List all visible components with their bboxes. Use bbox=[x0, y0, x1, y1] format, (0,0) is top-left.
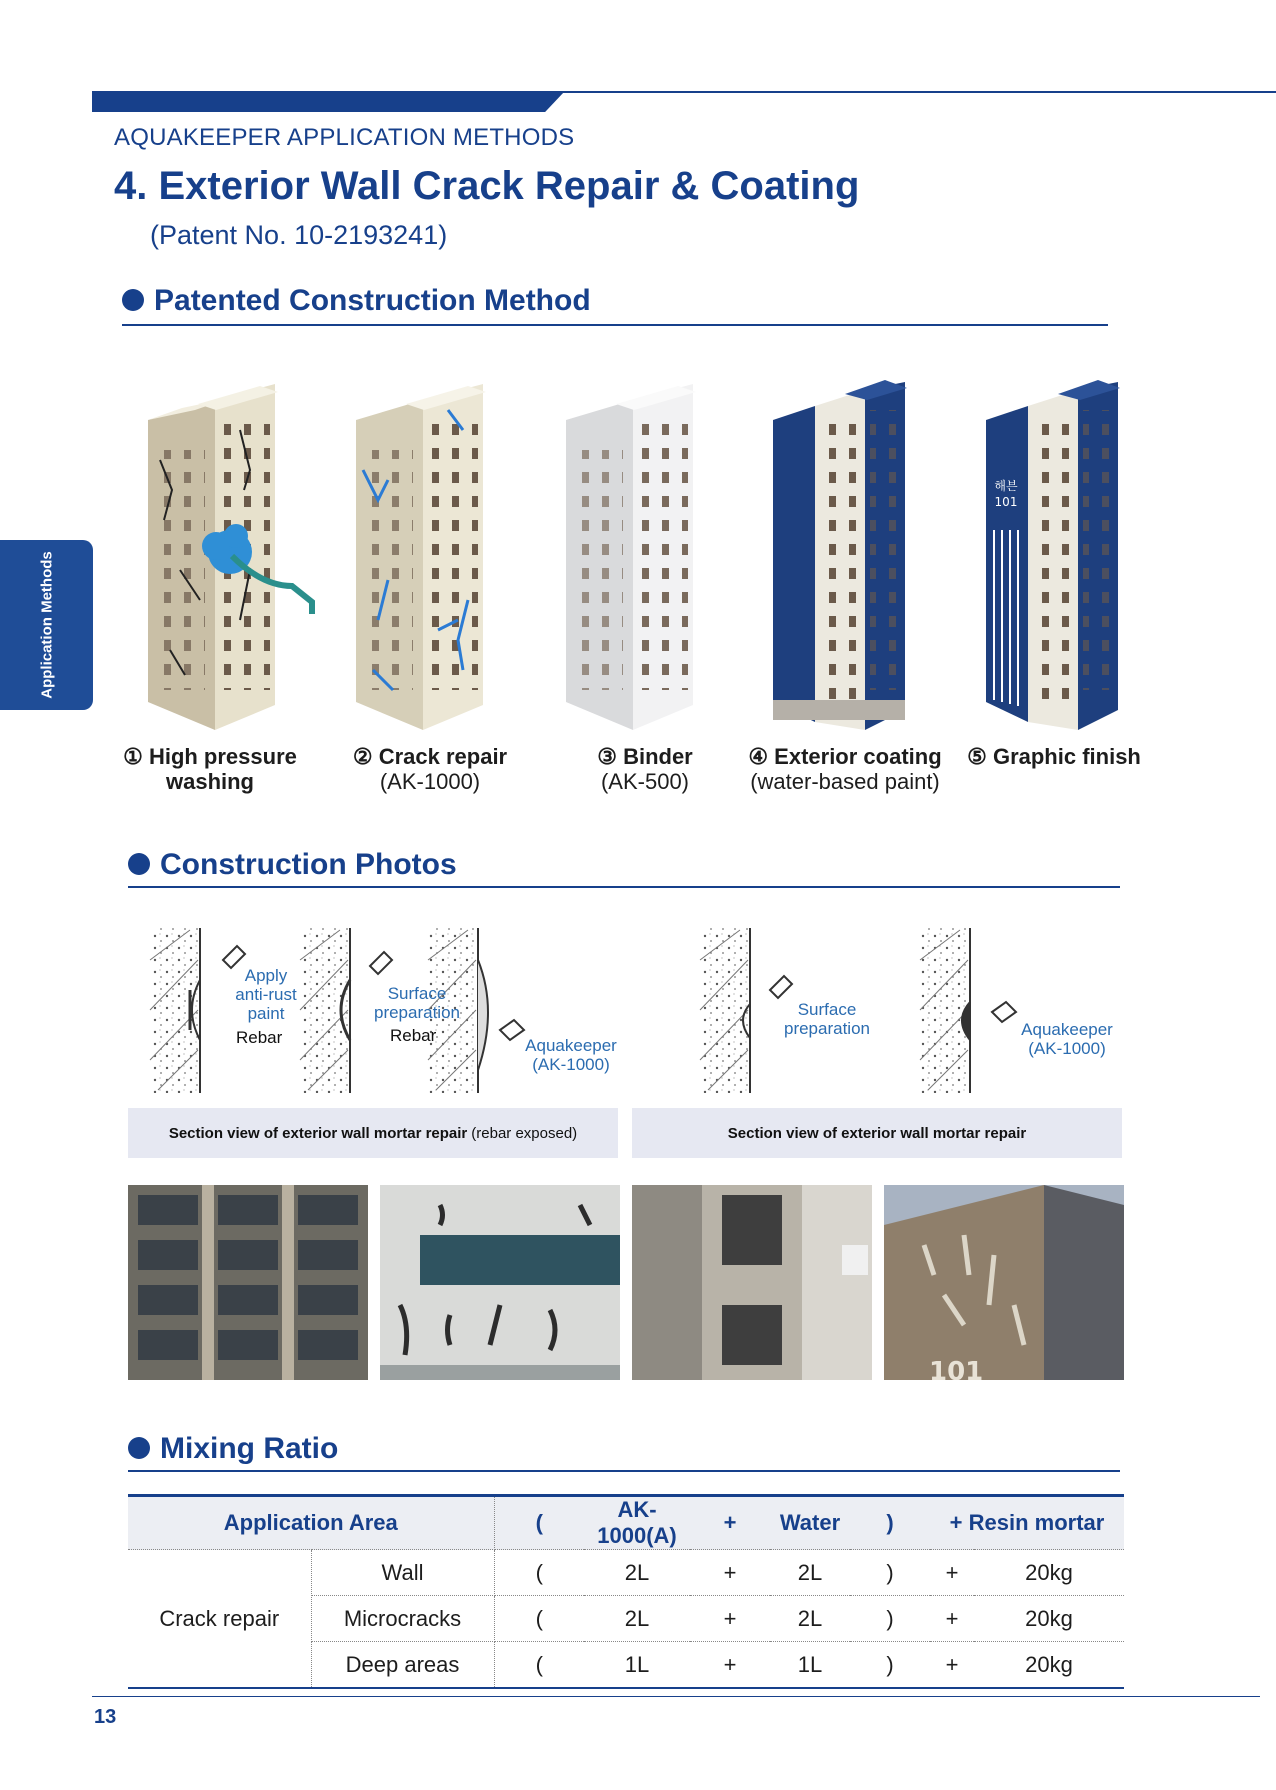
header-accent-bar bbox=[92, 92, 564, 112]
section-diagram-mortar bbox=[690, 920, 1120, 1100]
building-4-icon bbox=[773, 380, 907, 730]
building-illustrations bbox=[120, 370, 1160, 740]
label-aquakeeper-right: Aquakeeper (AK-1000) bbox=[1021, 1020, 1113, 1058]
photo-3 bbox=[632, 1185, 872, 1380]
cell-plus: + bbox=[690, 1550, 770, 1596]
cell-ak: 2L bbox=[584, 1550, 690, 1596]
group-label: Crack repair bbox=[128, 1550, 311, 1689]
table-header-row bbox=[128, 1496, 1124, 1550]
cell-close: ) bbox=[850, 1642, 930, 1689]
cell-open: ( bbox=[494, 1596, 584, 1642]
cell-plus2: + bbox=[930, 1642, 974, 1689]
row-sub: Wall bbox=[311, 1550, 494, 1596]
photo-2 bbox=[380, 1185, 620, 1380]
step-4: ④ Exterior coating (water-based paint) bbox=[748, 744, 942, 794]
page-number: 13 bbox=[94, 1706, 117, 1728]
header-open: ( bbox=[494, 1496, 584, 1550]
bullet-icon bbox=[128, 853, 150, 875]
bullet-icon bbox=[122, 289, 144, 311]
cell-close: ) bbox=[850, 1550, 930, 1596]
section-rule bbox=[128, 1470, 1120, 1472]
cell-resin: 20kg bbox=[974, 1550, 1124, 1596]
footer-rule bbox=[92, 1696, 1260, 1697]
cell-plus2: + bbox=[930, 1550, 974, 1596]
step-3: ③ Binder (AK-500) bbox=[597, 744, 693, 794]
label-rebar-1: Rebar bbox=[236, 1028, 283, 1047]
caption-right: Section view of exterior wall mortar repair bbox=[632, 1108, 1122, 1158]
photo-1 bbox=[128, 1185, 368, 1380]
cell-close: ) bbox=[850, 1596, 930, 1642]
building-5-icon bbox=[986, 380, 1120, 730]
cell-water: 2L bbox=[770, 1596, 850, 1642]
header-water: Water bbox=[770, 1496, 850, 1550]
step-5: ⑤ Graphic finish bbox=[967, 744, 1141, 769]
section-heading-photos: Construction Photos bbox=[128, 848, 457, 882]
label-aquakeeper-left: Aquakeeper (AK-1000) bbox=[525, 1036, 617, 1074]
cell-water: 2L bbox=[770, 1550, 850, 1596]
row-sub: Deep areas bbox=[311, 1642, 494, 1689]
cell-resin: 20kg bbox=[974, 1596, 1124, 1642]
overline: AQUAKEEPER APPLICATION METHODS bbox=[114, 124, 575, 151]
mixing-ratio-table bbox=[128, 1494, 1124, 1689]
cell-resin: 20kg bbox=[974, 1642, 1124, 1689]
cell-open: ( bbox=[494, 1642, 584, 1689]
building-sign-text: 해븐 bbox=[994, 479, 1018, 493]
label-apply: Apply anti-rust paint bbox=[235, 966, 297, 1023]
side-tab[interactable] bbox=[0, 540, 93, 710]
header-ak: AK-1000(A) bbox=[584, 1496, 690, 1550]
photo-sign-text: 101 bbox=[929, 1357, 984, 1380]
building-2-icon bbox=[356, 384, 486, 730]
side-tab-label: Application Methods bbox=[38, 551, 55, 699]
step-2: ② Crack repair (AK-1000) bbox=[352, 744, 508, 794]
header-resin: + Resin mortar bbox=[930, 1496, 1124, 1550]
cell-ak: 2L bbox=[584, 1596, 690, 1642]
cell-plus: + bbox=[690, 1642, 770, 1689]
building-sign-number: 101 bbox=[994, 495, 1018, 509]
section-rule bbox=[128, 886, 1120, 888]
label-rebar-2: Rebar bbox=[390, 1026, 437, 1045]
header-close: ) bbox=[850, 1496, 930, 1550]
photo-4 bbox=[884, 1185, 1124, 1380]
building-1-icon bbox=[148, 384, 312, 730]
section-heading-method: Patented Construction Method bbox=[122, 284, 591, 318]
cell-ak: 1L bbox=[584, 1642, 690, 1689]
building-3-icon bbox=[566, 384, 696, 730]
cell-plus2: + bbox=[930, 1596, 974, 1642]
step-1: ① High pressure washing bbox=[123, 744, 297, 794]
cell-water: 1L bbox=[770, 1642, 850, 1689]
section-heading-mixing: Mixing Ratio bbox=[128, 1432, 338, 1466]
header-plus: + bbox=[690, 1496, 770, 1550]
section-rule bbox=[122, 324, 1108, 326]
page-title: 4. Exterior Wall Crack Repair & Coating bbox=[114, 164, 860, 208]
bullet-icon bbox=[128, 1437, 150, 1459]
cell-open: ( bbox=[494, 1550, 584, 1596]
patent-number: (Patent No. 10-2193241) bbox=[150, 220, 448, 250]
caption-left: Section view of exterior wall mortar repair (rebar exposed) bbox=[128, 1108, 618, 1158]
header-area: Application Area bbox=[128, 1496, 494, 1550]
table-row bbox=[128, 1550, 1124, 1596]
cell-plus: + bbox=[690, 1596, 770, 1642]
label-surface-right: Surface preparation bbox=[783, 1000, 870, 1038]
label-surface-left: Surface preparation bbox=[373, 984, 460, 1022]
row-sub: Microcracks bbox=[311, 1596, 494, 1642]
